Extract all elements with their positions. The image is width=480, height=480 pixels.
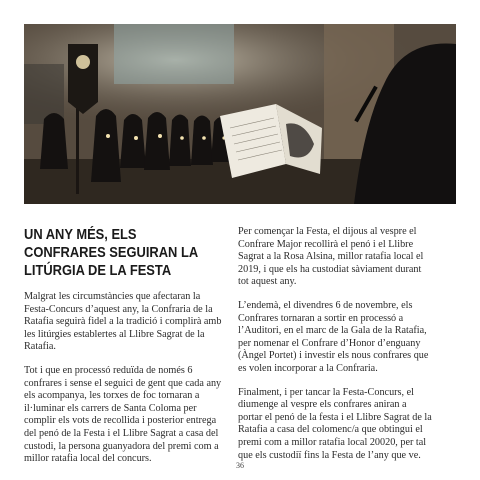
article-paragraph: Malgrat les circumstàncies que afectaran la Festa-Concurs d’aquest any, la Confraria de la Ratafia seguirà fidel a la tradició i complirà amb les litúrgies establertes al Llibre Sagrat de la Ratafia.	[24, 291, 222, 353]
procession-photo-illustration	[24, 24, 456, 204]
article-paragraph: Tot i que en processó reduïda de només 6 confrares i sense el seguici de gent que cada any els acompanya, les torxes de foc tornaran a il·luminar els carrers de Santa Coloma per complir els vots de recollida i posterior entrega del penó de la Festa i el Llibre Sagrat a casa del custodi, la persona guanyadora del premi com a millor ratafia local del concurs.	[24, 364, 222, 465]
article-paragraph: Finalment, i per tancar la Festa-Concurs, el diumenge al vespre els confrares aniran a portar el penó de la festa i el Llibre Sagrat de la Ratafia a casa del colomenc/a que obtingui el premi com a millor ratafia local 20020, per tal que els custodiï fins la Festa de l’any que ve.	[238, 386, 432, 461]
article-heading: UN ANY MÉS, ELS CONFRARES SEGUIRAN LA LITÚRGIA DE LA FESTA	[24, 226, 198, 279]
article-paragraph: Per començar la Festa, el dijous al vespre el Confrare Major recollirà el penó i el Llibre Sagrat a la Rosa Alsina, millor ratafia local el 2019, i que els ha custodiat sàviament durant tot aquest any.	[238, 226, 424, 288]
article-column-left	[24, 291, 222, 477]
procession-photo	[24, 24, 456, 204]
article-column-right	[238, 226, 432, 473]
article-paragraph: L’endemà, el divendres 6 de novembre, els Confrares tornaran a sortir en processó a l’Auditori, en el marc de la Gala de la Ratafia, per nomenar el Confrare d’Honor d’enguany (Àngel Portet) i investir els nous confrares que es volen incorporar a la Confraria.	[238, 299, 429, 374]
page-number: 36	[236, 461, 244, 470]
